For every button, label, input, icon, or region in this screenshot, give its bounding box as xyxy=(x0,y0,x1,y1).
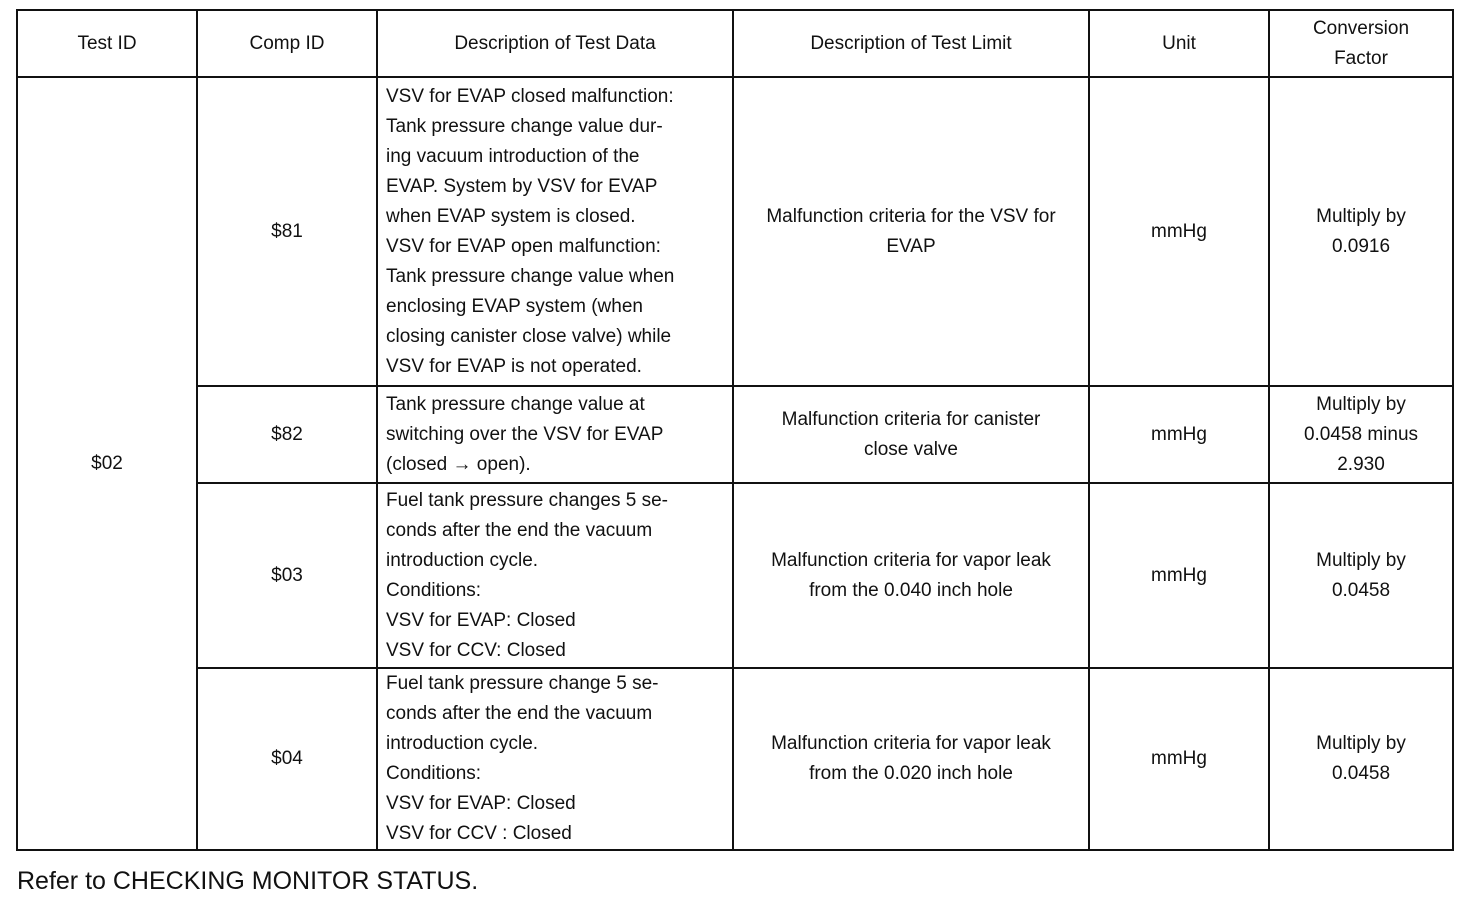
conversion-line: Multiply by xyxy=(1316,393,1406,415)
conversion-cell xyxy=(1269,668,1453,850)
conversion-line: Multiply by xyxy=(1316,205,1406,227)
test-data-line: Fuel tank pressure change 5 se- xyxy=(386,673,659,694)
table-row xyxy=(17,668,1453,850)
test-data-cell xyxy=(377,668,733,850)
header-conversion-line: Conversion xyxy=(1312,17,1410,39)
test-limit-cell xyxy=(733,483,1089,668)
header-conversion-factor xyxy=(1269,10,1453,77)
test-data-line: enclosing EVAP system (when xyxy=(386,295,643,317)
test-data-line: Fuel tank pressure changes 5 se- xyxy=(386,489,668,511)
table-row xyxy=(17,483,1453,668)
test-data-cell xyxy=(377,483,733,668)
comp-id-cell: $82 xyxy=(197,386,377,483)
test-data-line: VSV for EVAP: Closed xyxy=(386,609,576,631)
test-data-line: (closed → open). xyxy=(386,453,531,475)
unit-cell: mmHg xyxy=(1089,668,1269,850)
conversion-line: Multiply by xyxy=(1316,733,1406,754)
table-row xyxy=(17,77,1453,386)
test-data-line: Conditions: xyxy=(386,579,482,601)
conversion-cell xyxy=(1269,386,1453,483)
comp-id-cell: $03 xyxy=(197,483,377,668)
test-limit-line: from the 0.020 inch hole xyxy=(809,763,1013,784)
header-unit: Unit xyxy=(1089,10,1269,77)
test-limit-line: Malfunction criteria for canister xyxy=(781,408,1041,430)
comp-id-cell: $81 xyxy=(197,77,377,386)
table-row xyxy=(17,386,1453,483)
test-data-line: introduction cycle. xyxy=(386,549,539,571)
conversion-line: 0.0458 xyxy=(1331,763,1391,784)
test-data-line: introduction cycle. xyxy=(386,733,539,754)
test-data-cell xyxy=(377,77,733,386)
conversion-line: 2.930 xyxy=(1337,453,1385,475)
test-data-cell xyxy=(377,386,733,483)
unit-cell: mmHg xyxy=(1089,386,1269,483)
test-data-line: ing vacuum introduction of the xyxy=(386,145,640,167)
test-limit-line: close valve xyxy=(864,438,958,460)
test-limit-cell xyxy=(733,77,1089,386)
test-data-line: Tank pressure change value when xyxy=(386,265,675,287)
test-data-line: conds after the end the vacuum xyxy=(386,519,653,541)
footnote-reference: Refer to CHECKING MONITOR STATUS. xyxy=(17,867,479,895)
test-limit-line: Malfunction criteria for vapor leak xyxy=(771,549,1051,571)
conversion-line: 0.0916 xyxy=(1331,235,1391,257)
test-data-line: conds after the end the vacuum xyxy=(386,703,653,724)
test-data-line: Tank pressure change value at xyxy=(386,393,645,415)
conversion-line: 0.0458 xyxy=(1331,579,1391,601)
header-test-limit: Description of Test Limit xyxy=(733,10,1089,77)
test-limit-line: Malfunction criteria for the VSV for xyxy=(766,205,1056,227)
test-data-line: Tank pressure change value dur- xyxy=(386,115,663,137)
test-data-line: VSV for EVAP open malfunction: xyxy=(386,235,661,257)
comp-id-cell: $04 xyxy=(197,668,377,850)
header-test-data: Description of Test Data xyxy=(377,10,733,77)
monitor-test-table xyxy=(16,9,1454,851)
test-limit-cell xyxy=(733,668,1089,850)
test-data-line: Conditions: xyxy=(386,763,482,784)
header-conversion-line: Factor xyxy=(1334,47,1388,69)
test-limit-cell xyxy=(733,386,1089,483)
test-data-line: VSV for EVAP: Closed xyxy=(386,793,576,814)
header-test-id: Test ID xyxy=(17,10,197,77)
test-id-cell: $02 xyxy=(17,77,197,850)
conversion-cell xyxy=(1269,483,1453,668)
conversion-line: 0.0458 minus xyxy=(1303,423,1419,445)
test-data-line: VSV for CCV : Closed xyxy=(386,823,572,844)
test-data-line: when EVAP system is closed. xyxy=(386,205,636,227)
conversion-cell xyxy=(1269,77,1453,386)
header-comp-id: Comp ID xyxy=(197,10,377,77)
test-data-line: closing canister close valve) while xyxy=(386,325,672,347)
test-limit-line: EVAP xyxy=(886,235,936,257)
test-limit-line: from the 0.040 inch hole xyxy=(809,579,1013,601)
conversion-line: Multiply by xyxy=(1316,549,1406,571)
header-row xyxy=(17,10,1453,77)
test-data-line: EVAP. System by VSV for EVAP xyxy=(386,175,658,197)
test-data-line: switching over the VSV for EVAP xyxy=(386,423,664,445)
unit-cell: mmHg xyxy=(1089,77,1269,386)
test-limit-line: Malfunction criteria for vapor leak xyxy=(771,733,1051,754)
unit-cell: mmHg xyxy=(1089,483,1269,668)
test-data-line: VSV for EVAP is not operated. xyxy=(386,355,642,377)
test-data-line: VSV for CCV: Closed xyxy=(386,639,566,661)
test-data-line: VSV for EVAP closed malfunction: xyxy=(386,85,674,107)
